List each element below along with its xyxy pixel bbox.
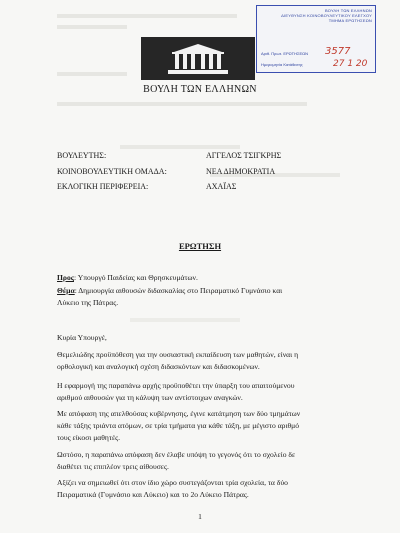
stamp-header-line3: ΤΜΗΜΑ ΕΡΩΤΗΣΕΩΝ bbox=[328, 18, 372, 23]
stamp-date-label: Ημερομηνία Κατάθεσης bbox=[261, 62, 303, 67]
body-paragraph-3 bbox=[57, 408, 347, 444]
paragraph-3-line-1: Με απόφαση της απελθούσας κυβέρνησης, έγινε κατάτμηση των δύο τμημάτων bbox=[57, 409, 301, 418]
parliament-building-logo bbox=[141, 37, 255, 80]
stamp-header bbox=[257, 6, 375, 23]
group-value: ΝΕΑ ΔΗΜΟΚΡΑΤΙΑ bbox=[206, 167, 276, 176]
paragraph-2-line-2: αριθμού αιθουσών για τη κάλυψη των αντίστοιχων αναγκών. bbox=[57, 393, 243, 402]
subject-value-2: Λύκειο της Πάτρας. bbox=[57, 298, 119, 307]
subject-label: Θέμα bbox=[57, 286, 75, 295]
stamp-protocol-number: 3577 bbox=[325, 46, 351, 57]
recipient-line bbox=[57, 272, 347, 284]
stamp-header-line1: ΒΟΥΛΗ ΤΩΝ ΕΛΛΗΝΩΝ bbox=[324, 8, 372, 13]
paragraph-5-line-1: Αξίζει να σημειωθεί ότι στον ίδιο χώρο συστεγάζονται τρία σχολεία, τα δύο bbox=[57, 478, 288, 487]
mp-label: ΒΟΥΛΕΥΤΗΣ: bbox=[57, 151, 107, 160]
region-label: ΕΚΛΟΓΙΚΗ ΠΕΡΙΦΕΡΕΙΑ: bbox=[57, 182, 149, 191]
stamp-protocol-label: Αριθ. Πρωτ. ΕΡΩΤΗΣΕΩΝ bbox=[261, 51, 308, 56]
stamp-header-line2: ΔΙΕΥΘΥΝΣΗ ΚΟΙΝΟΒΟΥΛΕΥΤΙΚΟΥ ΕΛΕΓΧΟΥ bbox=[281, 13, 372, 18]
paragraph-4-line-1: Ωστόσο, η παραπάνω απόφαση δεν έλαβε υπόψη το γεγονός ότι το σχολείο δε bbox=[57, 450, 296, 459]
body-paragraph-1 bbox=[57, 349, 347, 373]
to-value: : Υπουργό Παιδείας και Θρησκευμάτων. bbox=[73, 273, 198, 282]
subject-value-1: : Δημιουργία αιθουσών διδασκαλίας στο Πειραματικό Γυμνάσιο και bbox=[74, 286, 283, 295]
paragraph-1-line-2: ορθολογική και αναλογική σχέση διδασκόντων και διδασκομένων. bbox=[57, 362, 260, 371]
group-label: ΚΟΙΝΟΒΟΥΛΕΥΤΙΚΗ ΟΜΑΔΑ: bbox=[57, 167, 167, 176]
paragraph-5-line-2: Πειραματικά (Γυμνάσιο και Λύκειο) και το 2ο Λύκειο Πάτρας. bbox=[57, 490, 249, 499]
region-value: ΑΧΑΪΑΣ bbox=[206, 182, 237, 191]
document-heading: ΕΡΩΤΗΣΗ bbox=[178, 241, 222, 251]
body-paragraph-4 bbox=[57, 449, 347, 473]
paragraph-3-line-3: τους είκοσι μαθητές. bbox=[57, 433, 121, 442]
paragraph-3-line-2: κάθε τάξης τριάντα ατόμων, σε τρία τμήματα για κάθε τάξη, με μέγιστο αριθμό bbox=[57, 421, 300, 430]
body-paragraph-2 bbox=[57, 380, 347, 404]
paragraph-2-line-1: Η εφαρμογή της παραπάνω αρχής προϋποθέτει την ύπαρξη του απαιτούμενου bbox=[57, 381, 295, 390]
paragraph-1-line-1: Θεμελιώδης προϋπόθεση για την ουσιαστική εκπαίδευση των μαθητών, είναι η bbox=[57, 350, 299, 359]
body-paragraph-5 bbox=[57, 477, 347, 501]
subject-line bbox=[57, 285, 347, 309]
mp-value: ΑΓΓΕΛΟΣ ΤΣΙΓΚΡΗΣ bbox=[206, 151, 282, 160]
to-label: Προς bbox=[57, 273, 74, 282]
stamp-date-value: 27 1 20 bbox=[333, 59, 368, 69]
institution-name: ΒΟΥΛΗ ΤΩΝ ΕΛΛΗΝΩΝ bbox=[143, 84, 257, 95]
paragraph-4-line-2: διαθέτει τις επιπλέον τρεις αίθουσες. bbox=[57, 462, 169, 471]
salutation: Κυρία Υπουργέ, bbox=[57, 333, 107, 342]
page-number: 1 bbox=[198, 512, 202, 521]
registration-stamp bbox=[256, 5, 376, 73]
